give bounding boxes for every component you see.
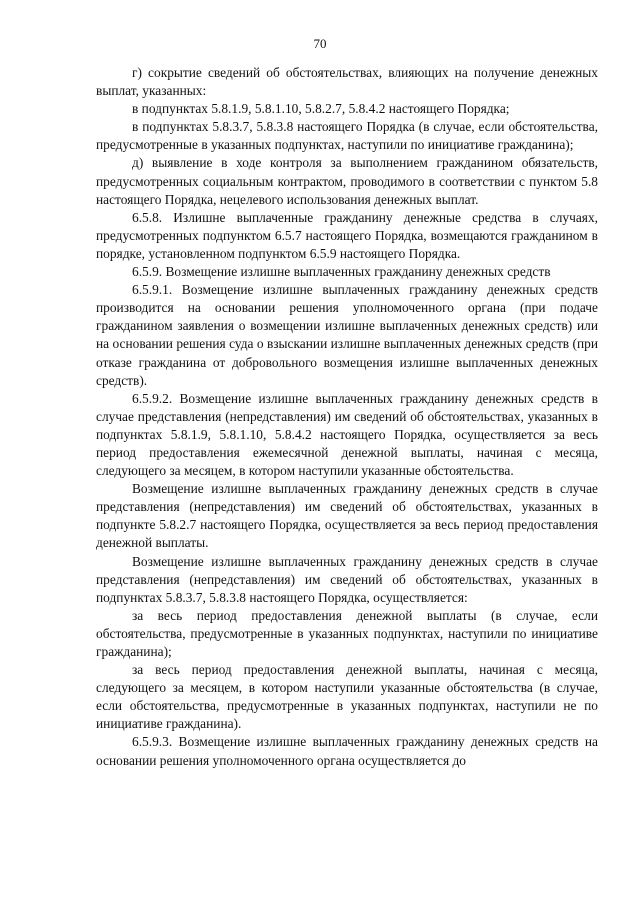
document-body [96,64,598,770]
paragraph-period-from-month: за весь период предоставления денежной выплаты, начиная с месяца, следующего за месяцем, в котором наступили указанные обстоятельства (в случае, если обстоятельства, предусмотренные в указанных подпунктах, наступили не по инициативе гражданина). [96,662,598,732]
paragraph-subpoints-list: в подпунктах 5.8.1.9, 5.8.1.10, 5.8.2.7, 5.8.4.2 настоящего Порядка; [132,101,510,117]
paragraph-item-g: г) сокрытие сведений об обстоятельствах, влияющих на получение денежных выплат, указанных: [96,65,598,99]
paragraph-full-period: за весь период предоставления денежной выплаты (в случае, если обстоятельства, предусмотренные в указанных подпунктах, наступили по инициативе гражданина); [96,607,598,659]
page-number: 70 [313,36,327,51]
paragraph-6-5-9-3: 6.5.9.3. Возмещение излишне выплаченных гражданину денежных средств на основании решения уполномоченного органа осуществляется до [96,734,598,768]
paragraph-6-5-9-2: 6.5.9.2. Возмещение излишне выплаченных гражданину денежных средств в случае представления (непредставления) им сведений об обстоятельствах, указанных в подпунктах 5.8.1.9, 5.8.1.10, 5.8.4.2 настоящего Порядка, осуществляется за весь период предоставления ежемесячной денежной выплаты, начиная с месяца, следующего за месяцем, в котором наступили указанные обстоятельства. [96,390,598,479]
paragraph-reimbursement-5-8-2-7: Возмещение излишне выплаченных гражданину денежных средств в случае представления (непредставления) им сведений об обстоятельствах, указанных в подпункте 5.8.2.7 настоящего Порядка, осуществляется за весь период предоставления денежной выплаты. [96,481,598,551]
paragraph-6-5-8: 6.5.8. Излишне выплаченные гражданину денежные средства в случаях, предусмотренных подпунктом 6.5.7 настоящего Порядка, возмещаются гражданином в порядке, установленном подпунктом 6.5.9 настоящего Порядка. [96,209,598,261]
paragraph-6-5-9-1: 6.5.9.1. Возмещение излишне выплаченных гражданину денежных средств производится на основании решения уполномоченного органа (при подаче гражданином заявления о возмещении излишне выплаченных денежных средств) или на основании решения суда о взыскании излишне выплаченных денежных средств (при отказе гражданина от добровольного возмещения излишне выплаченных денежных средств). [96,282,598,388]
paragraph-item-d: д) выявление в ходе контроля за выполнением гражданином обязательств, предусмотренных социальным контрактом, проводимого в соответствии с пунктом 5.8 настоящего Порядка, нецелевого использования денежных выплат. [96,155,598,207]
paragraph-reimbursement-5-8-3: Возмещение излишне выплаченных гражданину денежных средств в случае представления (непредставления) им сведений об обстоятельствах, указанных в подпунктах 5.8.3.7, 5.8.3.8 настоящего Порядка, осуществляется: [96,553,598,605]
paragraph-6-5-9-heading: 6.5.9. Возмещение излишне выплаченных гражданину денежных средств [132,264,551,280]
paragraph-subpoints-initiative: в подпунктах 5.8.3.7, 5.8.3.8 настоящего Порядка (в случае, если обстоятельства, предусмотренные в указанных подпунктах, наступили по инициативе гражданина); [96,119,598,153]
